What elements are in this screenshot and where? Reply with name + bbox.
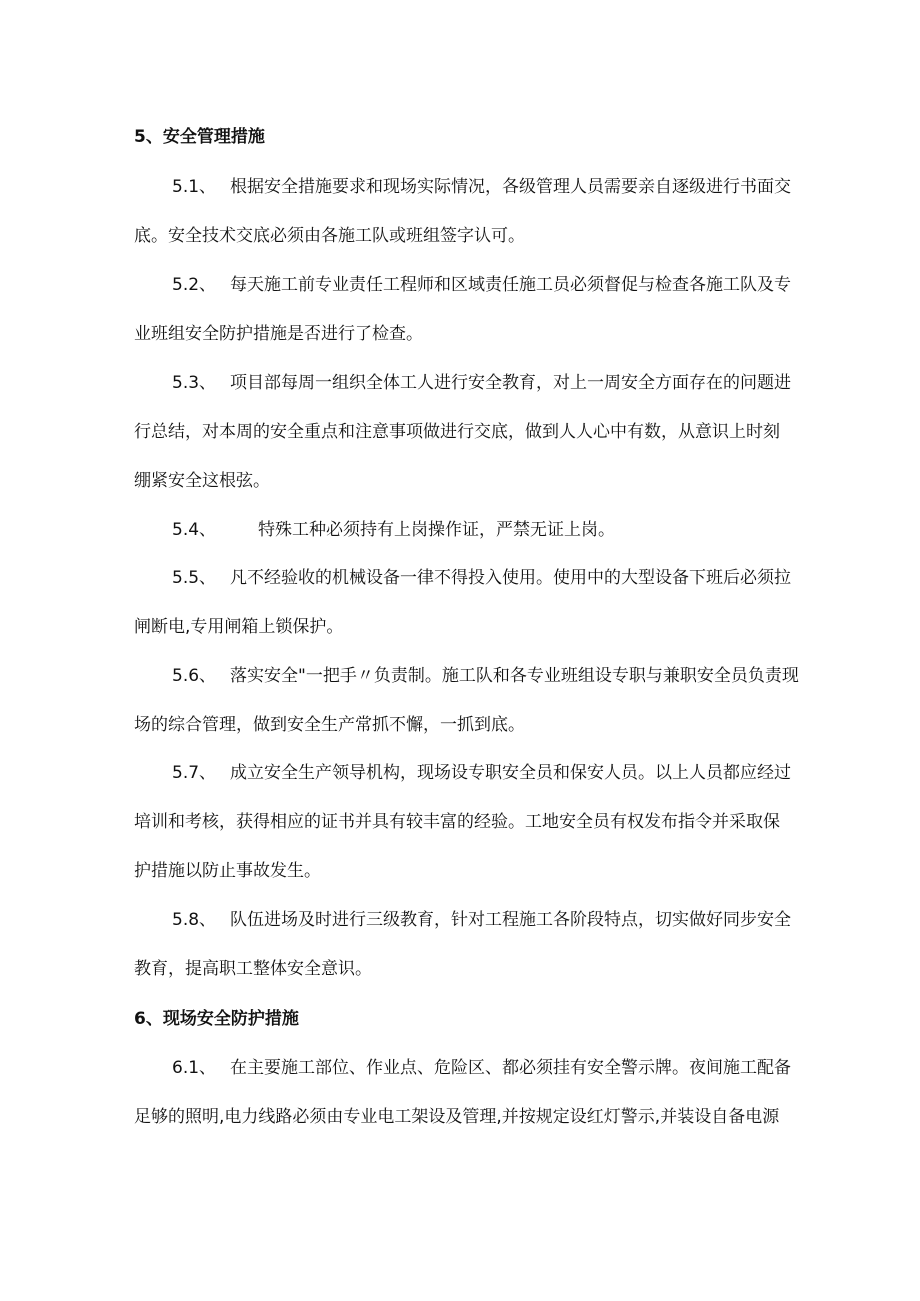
item-line — [134, 905, 794, 935]
item-line — [134, 1053, 794, 1083]
item-5-5 — [134, 563, 794, 642]
item-number: 5.8、 — [172, 910, 217, 930]
item-text: 特殊工种必须持有上岗操作证，严禁无证上岗。 — [258, 520, 616, 540]
section-heading-text: 5、安全管理措施 — [134, 127, 265, 147]
item-5-2 — [134, 270, 794, 349]
item-text: 在主要施工部位、作业点、危险区、都必须挂有安全警示牌。夜间施工配备 — [230, 1058, 792, 1078]
item-number: 5.4、 — [172, 520, 217, 540]
item-line: 教育，提高职工整体安全意识。 — [134, 959, 372, 979]
item-5-8 — [134, 905, 794, 984]
item-text: 队伍进场及时进行三级教育，针对工程施工各阶段特点，切实做好同步安全 — [230, 910, 792, 930]
item-number: 6.1、 — [172, 1058, 217, 1078]
item-line: 绷紧安全这根弦。 — [134, 471, 270, 491]
item-number: 5.7、 — [172, 763, 217, 783]
item-line: 护措施以防止事故发生。 — [134, 861, 321, 881]
item-number: 5.3、 — [172, 373, 217, 393]
item-text: 项目部每周一组织全体工人进行安全教育，对上一周安全方面存在的问题进 — [230, 373, 792, 393]
item-text: 落实安全"一把手〃负责制。施工队和各专业班组设专职与兼职安全员负责现 — [230, 666, 799, 686]
item-6-1 — [134, 1053, 794, 1132]
item-line — [134, 270, 794, 300]
section-heading-text: 6、现场安全防护措施 — [134, 1009, 299, 1029]
item-line: 闸断电,专用闸箱上锁保护。 — [134, 617, 344, 637]
item-number: 5.2、 — [172, 275, 217, 295]
item-line — [134, 661, 799, 691]
item-line: 底。安全技术交底必须由各施工队或班组签字认可。 — [134, 226, 525, 246]
item-line: 行总结，对本周的安全重点和注意事项做进行交底，做到人人心中有数，从意识上时刻 — [134, 422, 780, 442]
item-line — [134, 563, 794, 593]
item-5-4 — [134, 515, 794, 545]
item-line — [134, 515, 794, 545]
item-5-7 — [134, 758, 794, 886]
section-6-heading — [134, 1004, 794, 1034]
item-line — [134, 172, 794, 202]
item-number: 5.6、 — [172, 666, 217, 686]
item-text: 根据安全措施要求和现场实际情况，各级管理人员需要亲自逐级进行书面交 — [230, 177, 792, 197]
item-text: 成立安全生产领导机构，现场设专职安全员和保安人员。以上人员都应经过 — [230, 763, 792, 783]
item-text: 每天施工前专业责任工程师和区域责任施工员必须督促与检查各施工队及专 — [230, 275, 792, 295]
item-number: 5.5、 — [172, 568, 217, 588]
item-text: 凡不经验收的机械设备一律不得投入使用。使用中的大型设备下班后必须拉 — [230, 568, 792, 588]
item-line: 业班组安全防护措施是否进行了检查。 — [134, 324, 423, 344]
item-line: 场的综合管理，做到安全生产常抓不懈，一抓到底。 — [134, 715, 525, 735]
item-number: 5.1、 — [172, 177, 217, 197]
item-5-1 — [134, 172, 794, 251]
item-5-3 — [134, 368, 794, 496]
item-line: 足够的照明,电力线路必须由专业电工架设及管理,并按规定设红灯警示,并装设自备电源 — [134, 1107, 780, 1127]
item-line — [134, 758, 794, 788]
item-line — [134, 368, 794, 398]
section-5-heading — [134, 122, 794, 152]
item-5-6 — [134, 661, 799, 740]
item-line: 培训和考核，获得相应的证书并具有较丰富的经验。工地安全员有权发布指令并采取保 — [134, 812, 780, 832]
